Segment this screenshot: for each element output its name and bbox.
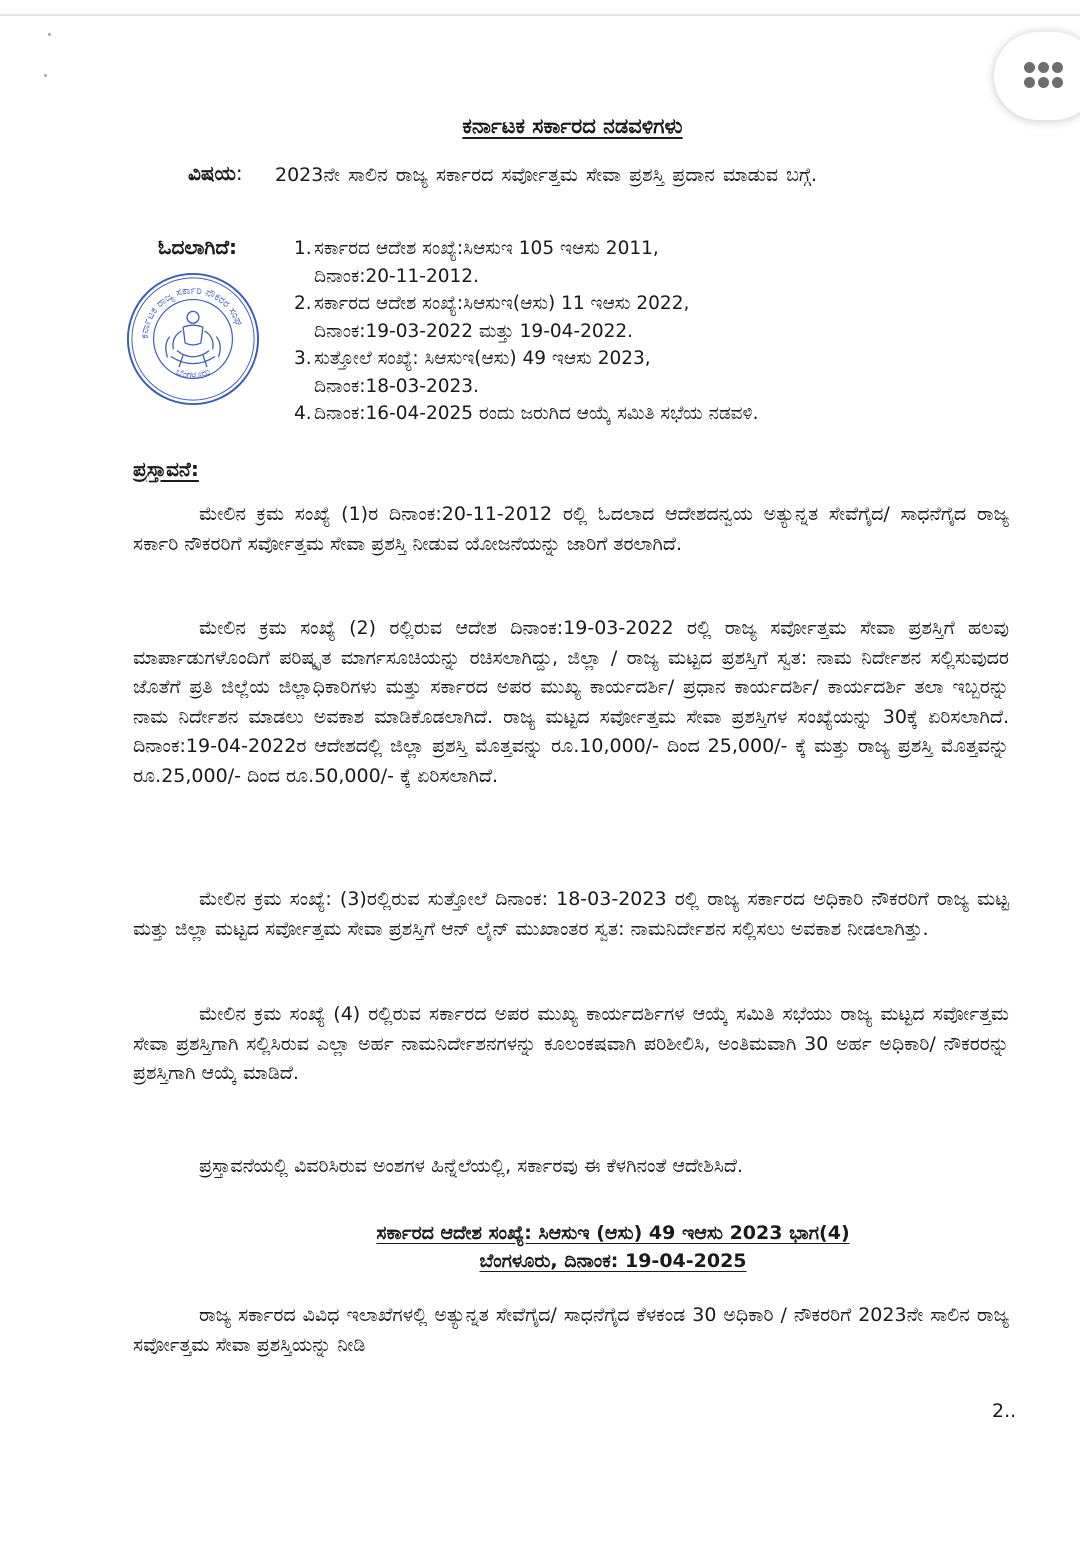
document-title: ಕರ್ನಾಟಕ ಸರ್ಕಾರದ ನಡವಳಿಗಳು — [462, 114, 683, 138]
seal-ring-text: ಕರ್ನಾಟಕ ರಾಜ್ಯ ಸರ್ಕಾರಿ ನೌಕರರ ಸಂಘ — [138, 284, 246, 340]
reference-item: 1. ಸರ್ಕಾರದ ಆದೇಶ ಸಂಖ್ಯೆ:ಸಿಆಸುಇ 105 ಇಆಸು 2011, ದಿನಾಂಕ:20-11-2012. — [294, 238, 659, 287]
references-label: ಓದಲಾಗಿದೆ: — [158, 235, 238, 259]
preamble-paragraph-1: ಮೇಲಿನ ಕ್ರಮ ಸಂಖ್ಯೆ (1)ರ ದಿನಾಂಕ:20-11-2012 ರಲ್ಲಿ ಓದಲಾದ ಆದೇಶದನ್ವಯ ಅತ್ಯುನ್ನತ ಸೇವೆಗೈದ/ ಸಾಧನೆಗೈದ ರಾಜ್ಯ ಸರ್ಕಾರಿ ನೌಕರರಿಗೆ ಸರ್ವೋತ್ತಮ ಸೇವಾ ಪ್ರಶಸ್ತಿ ನೀಡುವ ಯೋಜನೆಯನ್ನು ಜಾರಿಗೆ ತರಲಾಗಿದೆ. — [133, 503, 1009, 555]
page-number: 2.. — [992, 1400, 1017, 1422]
viewer-top-divider — [0, 14, 1080, 16]
order-heading-date: ಬೆಂಗಳೂರು, ದಿನಾಂಕ: 19-04-2025 — [479, 1250, 747, 1272]
association-seal-icon — [124, 268, 262, 410]
seal-city-text: ಬೆಂಗಳೂರು — [174, 366, 212, 382]
more-options-button[interactable] — [994, 32, 1080, 120]
subject-text: 2023ನೇ ಸಾಲಿನ ರಾಜ್ಯ ಸರ್ಕಾರದ ಸರ್ವೋತ್ತಮ ಸೇವಾ ಪ್ರಶಸ್ತಿ ಪ್ರದಾನ ಮಾಡುವ ಬಗ್ಗೆ. — [275, 164, 818, 186]
more-dots-icon — [1024, 62, 1062, 86]
order-paragraph: ರಾಜ್ಯ ಸರ್ಕಾರದ ವಿವಿಧ ಇಲಾಖೆಗಳಲ್ಲಿ ಅತ್ಯುನ್ನತ ಸೇವೆಗೈದ/ ಸಾಧನೆಗೈದ ಕೆಳಕಂಡ 30 ಅಧಿಕಾರಿ / ನೌಕರರಿಗೆ 2023ನೇ ಸಾಲಿನ ರಾಜ್ಯ ಸರ್ವೋತ್ತಮ ಸೇವಾ ಪ್ರಶಸ್ತಿಯನ್ನು ನೀಡಿ — [133, 1304, 1009, 1356]
reference-item: 4. ದಿನಾಂಕ:16-04-2025 ರಂದು ಜರುಗಿದ ಆಯ್ಕೆ ಸಮಿತಿ ಸಭೆಯ ನಡವಳಿ. — [294, 403, 759, 424]
preamble-paragraph-2: ಮೇಲಿನ ಕ್ರಮ ಸಂಖ್ಯೆ (2) ರಲ್ಲಿರುವ ಆದೇಶ ದಿನಾಂಕ:19-03-2022 ರಲ್ಲಿ ರಾಜ್ಯ ಸರ್ವೋತ್ತಮ ಸೇವಾ ಪ್ರಶಸ್ತಿಗೆ ಹಲವು ಮಾರ್ಪಾಡುಗಳೊಂದಿಗೆ ಪರಿಷ್ಕೃತ ಮಾರ್ಗಸೂಚಿಯನ್ನು ರಚಿಸಲಾಗಿದ್ದು, ಜಿಲ್ಲಾ / ರಾಜ್ಯ ಮಟ್ಟದ ಪ್ರಶಸ್ತಿಗೆ ಸ್ವತ: ನಾಮ ನಿರ್ದೇಶನ ಸಲ್ಲಿಸುವುದರ ಜೊತೆಗೆ ಪ್ರತಿ ಜಿಲ್ಲೆಯ ಜಿಲ್ಲಾಧಿಕಾರಿಗಳು ಮತ್ತು ಸರ್ಕಾರದ ಅಪರ ಮುಖ್ಯ ಕಾರ್ಯದರ್ಶಿ/ ಪ್ರಧಾನ ಕಾರ್ಯದರ್ಶಿ/ ಕಾರ್ಯದರ್ಶಿ ತಲಾ ಇಬ್ಬರನ್ನು ನಾಮ ನಿರ್ದೇಶನ ಮಾಡಲು ಅವಕಾಶ ಮಾಡಿಕೊಡಲಾಗಿದೆ. ರಾಜ್ಯ ಮಟ್ಟದ ಸರ್ವೋತ್ತಮ ಸೇವಾ ಪ್ರಶಸ್ತಿಗಳ ಸಂಖ್ಯೆಯನ್ನು 30ಕ್ಕೆ ಏರಿಸಲಾಗಿದೆ. ದಿನಾಂಕ:19-04-2022ರ ಆದೇಶದಲ್ಲಿ ಜಿಲ್ಲಾ ಪ್ರಶಸ್ತಿ ಮೊತ್ತವನ್ನು ರೂ.10,000/- ದಿಂದ 25,000/- ಕ್ಕೆ ಮತ್ತು ರಾಜ್ಯ ಪ್ರಶಸ್ತಿ ಮೊತ್ತವನ್ನು ರೂ.25,000/- ದಿಂದ ರೂ.50,000/- ಕ್ಕೆ ಏರಿಸಲಾಗಿದೆ. — [133, 617, 1009, 787]
scan-speck — [44, 74, 47, 77]
scan-speck — [48, 33, 51, 36]
subject-label: ವಿಷಯ: — [188, 161, 243, 185]
svg-text:ಬೆಂಗಳೂರು — [174, 367, 212, 382]
references-list — [294, 235, 934, 428]
preamble-heading: ಪ್ರಸ್ತಾವನೆ: — [133, 457, 199, 481]
order-heading-number: ಸರ್ಕಾರದ ಆದೇಶ ಸಂಖ್ಯೆ: ಸಿಆಸುಇ (ಆಸು) 49 ಇಆಸು 2023 ಭಾಗ(4) — [376, 1222, 850, 1244]
preamble-paragraph-5: ಪ್ರಸ್ತಾವನೆಯಲ್ಲಿ ವಿವರಿಸಿರುವ ಅಂಶಗಳ ಹಿನ್ನೆಲೆಯಲ್ಲಿ, ಸರ್ಕಾರವು ಈ ಕೆಳಗಿನಂತೆ ಆದೇಶಿಸಿದೆ. — [199, 1155, 743, 1177]
reference-item: 3. ಸುತ್ತೋಲೆ ಸಂಖ್ಯೆ: ಸಿಆಸುಇ(ಆಸು) 49 ಇಆಸು 2023, ದಿನಾಂಕ:18-03-2023. — [294, 348, 651, 397]
reference-item: 2. ಸರ್ಕಾರದ ಆದೇಶ ಸಂಖ್ಯೆ:ಸಿಆಸುಇ(ಆಸು) 11 ಇಆಸು 2022, ದಿನಾಂಕ:19-03-2022 ಮತ್ತು 19-04-2022. — [294, 293, 690, 342]
preamble-paragraph-3: ಮೇಲಿನ ಕ್ರಮ ಸಂಖ್ಯೆ: (3)ರಲ್ಲಿರುವ ಸುತ್ತೋಲೆ ದಿನಾಂಕ: 18-03-2023 ರಲ್ಲಿ ರಾಜ್ಯ ಸರ್ಕಾರದ ಅಧಿಕಾರಿ ನೌಕರರಿಗೆ ರಾಜ್ಯ ಮಟ್ಟ ಮತ್ತು ಜಿಲ್ಲಾ ಮಟ್ಟದ ಸರ್ವೋತ್ತಮ ಸೇವಾ ಪ್ರಶಸ್ತಿಗೆ ಆನ್ ಲೈನ್ ಮುಖಾಂತರ ಸ್ವತ: ನಾಮನಿರ್ದೇಶನ ಸಲ್ಲಿಸಲು ಅವಕಾಶ ನೀಡಲಾಗಿತ್ತು. — [133, 888, 1010, 940]
preamble-paragraph-4: ಮೇಲಿನ ಕ್ರಮ ಸಂಖ್ಯೆ (4) ರಲ್ಲಿರುವ ಸರ್ಕಾರದ ಅಪರ ಮುಖ್ಯ ಕಾರ್ಯದರ್ಶಿಗಳ ಆಯ್ಕೆ ಸಮಿತಿ ಸಭೆಯು ರಾಜ್ಯ ಮಟ್ಟದ ಸರ್ವೋತ್ತಮ ಸೇವಾ ಪ್ರಶಸ್ತಿಗಾಗಿ ಸಲ್ಲಿಸಿರುವ ಎಲ್ಲಾ ಅರ್ಹ ನಾಮನಿರ್ದೇಶನಗಳನ್ನು ಕೂಲಂಕಷವಾಗಿ ಪರಿಶೀಲಿಸಿ, ಅಂತಿಮವಾಗಿ 30 ಅರ್ಹ ಅಧಿಕಾರಿ/ ನೌಕರರನ್ನು ಪ್ರಶಸ್ತಿಗಾಗಿ ಆಯ್ಕೆ ಮಾಡಿದೆ. — [133, 1003, 1009, 1084]
